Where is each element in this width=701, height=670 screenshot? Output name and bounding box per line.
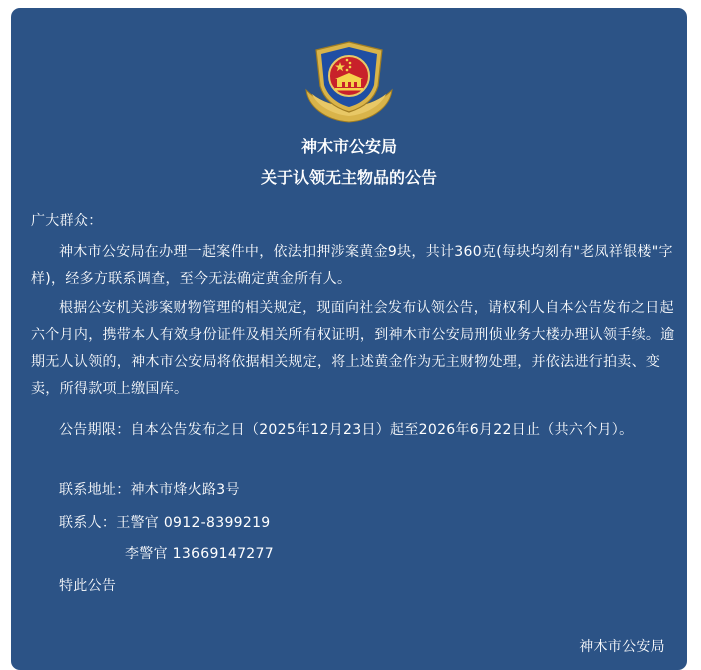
salutation: 广大群众： (31, 213, 103, 229)
contact-address: 联系地址：神木市烽火路3号 (59, 482, 240, 498)
agency-title: 神木市公安局 (300, 137, 397, 156)
signature: 神木市公安局 (579, 639, 665, 655)
announcement-panel (11, 8, 687, 670)
police-badge-icon (304, 36, 394, 130)
contact-person-1: 联系人：王警官 0912-8399219 (59, 515, 271, 531)
contact-person-2: 李警官 13669147277 (125, 546, 274, 562)
paragraph-claim-procedure: 根据公安机关涉案财物管理的相关规定，现面向社会发布认领公告，请权利人自本公告发布之日起六个月内，携带本人有效身份证件及相关所有权证明，到神木市公安局刑侦业务大楼办理认领手续。逾期无人认领的，神木市公安局将依据相关规定，将上述黄金作为无主财物处理，并依法进行拍卖、变卖，所得款项上缴国库。 (31, 300, 675, 397)
paragraph-case: 神木市公安局在办理一起案件中，依法扣押涉案黄金9块，共计360克(每块均刻有"老凤祥银楼"字样)，经多方联系调查，至今无法确定黄金所有人。 (31, 244, 673, 287)
announcement-title: 关于认领无主物品的公告 (260, 168, 437, 187)
paragraph-period: 公告期限：自本公告发布之日（2025年12月23日）起至2026年6月22日止（共六个月）。 (59, 422, 634, 438)
closing-remark: 特此公告 (59, 578, 117, 594)
